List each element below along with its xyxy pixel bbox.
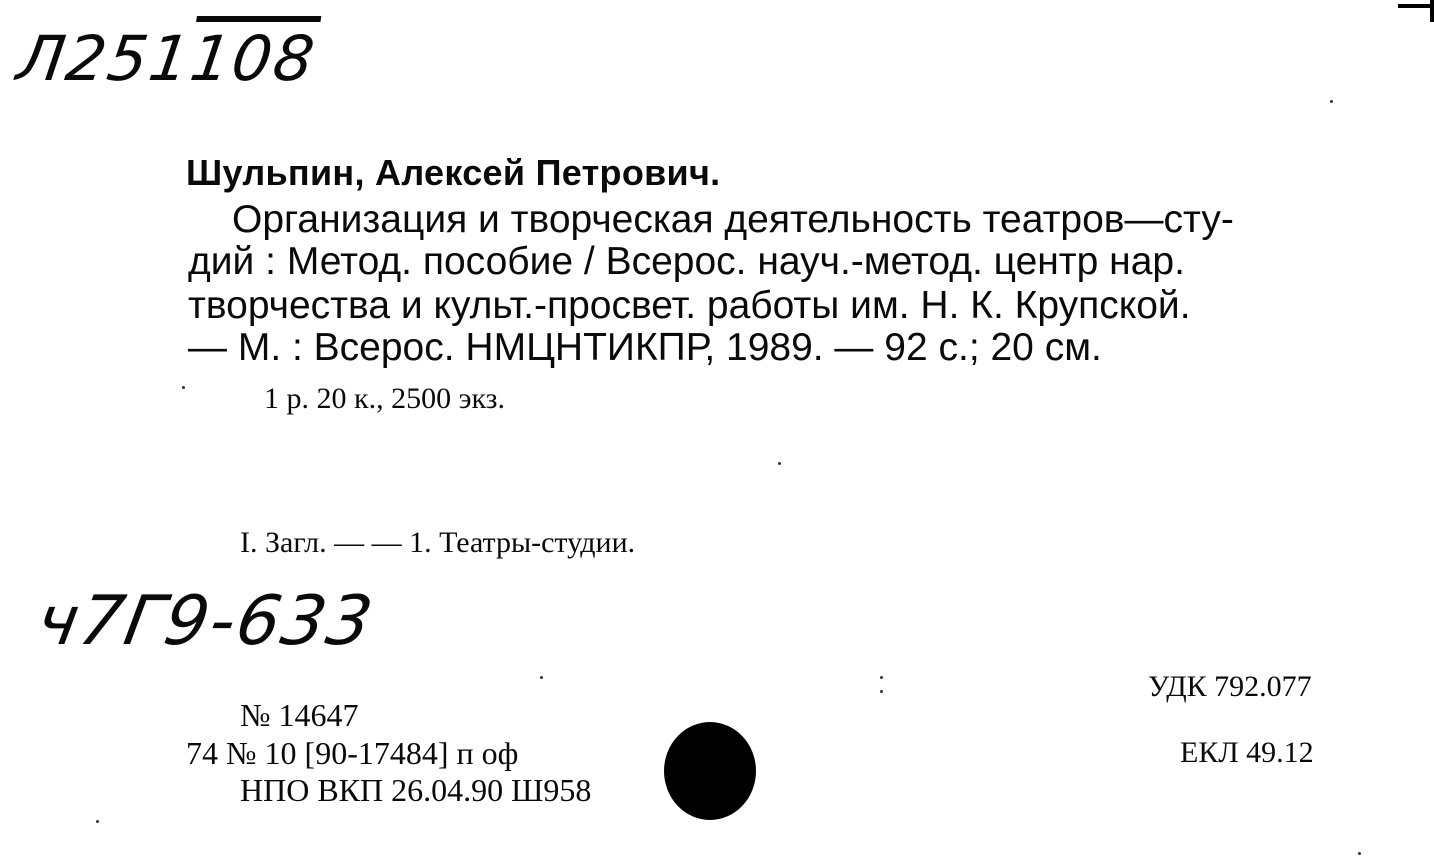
ekl-code: ЕКЛ 49.12: [1180, 736, 1314, 769]
corner-mark: [1398, 4, 1434, 8]
tracings: I. Загл. — — 1. Театры-студии.: [240, 526, 636, 559]
print-info-line-2: НПО ВКП 26.04.90 Ш958: [240, 772, 592, 808]
print-info-line-1: 74 № 10 [90-17484] п оф: [186, 735, 519, 771]
order-number: № 14647: [240, 697, 359, 733]
scan-speck: [540, 676, 543, 679]
scan-speck: [880, 690, 883, 693]
corner-mark-vertical: [1430, 0, 1434, 22]
call-number-main: Л251: [12, 22, 197, 95]
card-punch-hole: [664, 722, 756, 820]
scan-speck: [778, 462, 781, 465]
scan-speck: [96, 820, 99, 823]
price-and-run: 1 р. 20 к., 2500 экз.: [264, 382, 505, 415]
scan-speck: [1330, 100, 1333, 103]
description-line-2: дий : Метод. пособие / Всерос. науч.-метод. центр нар.: [188, 240, 1185, 283]
scan-speck: [182, 386, 185, 389]
handwritten-call-number: [13, 22, 321, 95]
scan-speck: [880, 676, 883, 679]
scan-speck: [1358, 852, 1361, 855]
udk-code: УДК 792.077: [1148, 670, 1312, 703]
description-line-1: Организация и творческая деятельность театров—сту-: [232, 198, 1234, 241]
author-heading: Шульпин, Алексей Петрович.: [186, 152, 721, 193]
call-number-sub: 108: [185, 22, 321, 95]
handwritten-inventory-number: ч7Г9-633: [31, 582, 380, 661]
description-line-4: — М. : Всерос. НМЦНТИКПР, 1989. — 92 с.; 20 см.: [188, 326, 1102, 369]
description-line-3: творчества и культ.-просвет. работы им. Н. К. Крупской.: [188, 284, 1191, 327]
